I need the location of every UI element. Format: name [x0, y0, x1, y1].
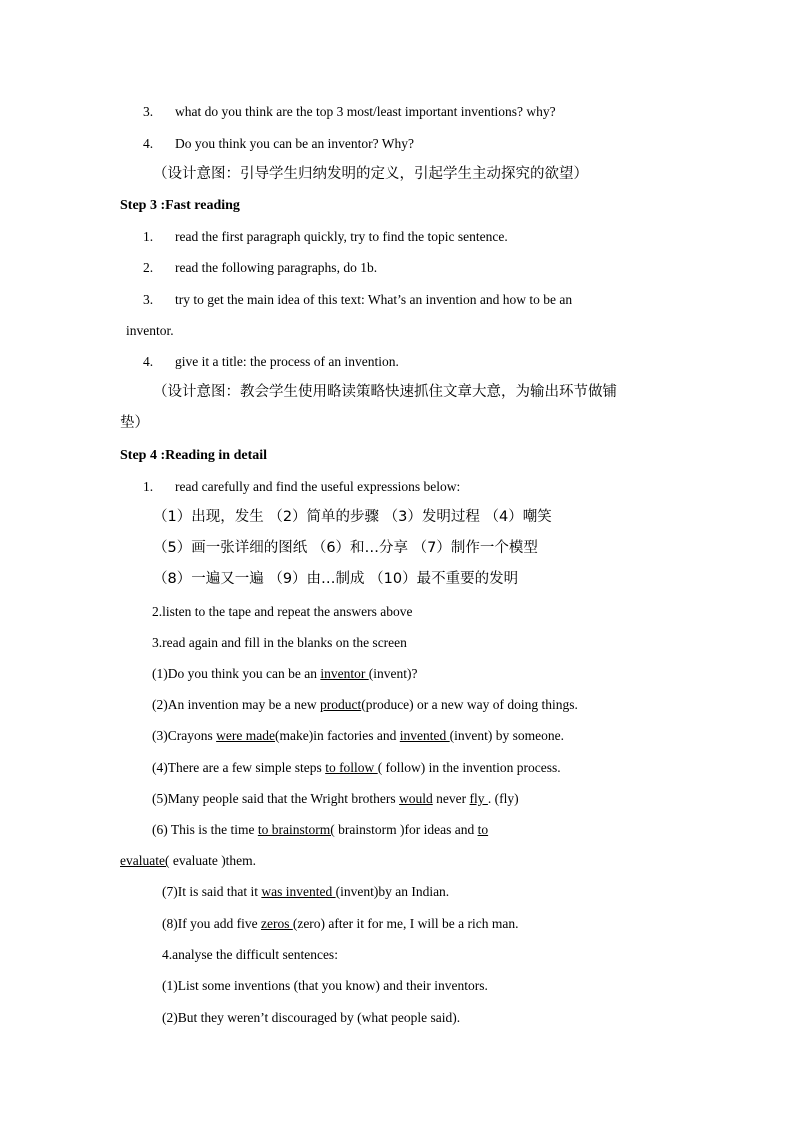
answer-blank: to brainstorm( [257, 822, 335, 837]
list-item: 2. read the following paragraphs, do 1b. [143, 260, 378, 275]
list-item: 1. read carefully and find the useful expressions below: [143, 479, 461, 494]
list-item: 4. Do you think you can be an inventor? Why? [143, 136, 414, 151]
analysis-sentence: (1)List some inventions (that you know) and their inventors. [162, 978, 488, 993]
answer-blank: product [319, 697, 362, 712]
design-note: （设计意图：引导学生归纳发明的定义，引起学生主动探究的欲望） [153, 166, 588, 182]
list-item: 1. read the first paragraph quickly, try to find the topic sentence. [143, 229, 508, 244]
task-line: 4.analyse the difficult sentences: [162, 947, 338, 962]
section-heading: Step 3 :Fast reading [120, 198, 240, 213]
task-line: 3.read again and fill in the blanks on the screen [152, 635, 407, 650]
answer-blank: to [477, 822, 489, 837]
list-item: 4. give it a title: the process of an invention. [143, 354, 399, 369]
list-item: 3. what do you think are the top 3 most/least important inventions? why? [143, 104, 556, 119]
section-heading: Step 4 :Reading in detail [120, 448, 268, 463]
list-item: 3. try to get the main idea of this text: What’s an invention and how to be an [143, 292, 573, 307]
fill-blank-sentence: (8)If you add five zeros (zero) after it for me, I will be a rich man. [162, 916, 519, 931]
fill-blank-sentence: (4)There are a few simple steps to follow ( follow) in the invention process. [152, 760, 561, 775]
fill-blank-sentence: (1)Do you think you can be an inventor (invent)? [152, 666, 418, 681]
fill-blank-sentence: (3)Crayons were made(make)in factories and invented (invent) by someone. [152, 728, 565, 743]
answer-blank: to follow [325, 760, 378, 775]
fill-blank-sentence-continuation: evaluate( evaluate )them. [120, 853, 257, 868]
task-line: 2.listen to the tape and repeat the answers above [152, 604, 413, 619]
phrase-list-line: （5）画一张详细的图纸 （6）和…分享 （7）制作一个模型 [153, 540, 538, 556]
design-note: （设计意图：教会学生使用略读策略快速抓住文章大意，为输出环节做铺 [153, 384, 617, 400]
design-note-continuation: 垫） [120, 415, 149, 431]
phrase-list-line: （8）一遍又一遍 （9）由…制成 （10）最不重要的发明 [153, 571, 519, 587]
answer-blank: zeros [260, 916, 293, 931]
answer-blank: invented [399, 728, 450, 743]
list-item-continuation: inventor. [126, 323, 174, 338]
answer-blank: would [399, 791, 433, 806]
answer-blank: inventor [320, 666, 369, 681]
analysis-sentence: (2)But they weren’t discouraged by (what people said). [162, 1010, 461, 1025]
answer-blank: evaluate( [120, 853, 170, 868]
answer-blank: was invented [261, 884, 336, 899]
fill-blank-sentence: (2)An invention may be a new product(produce) or a new way of doing things. [152, 697, 578, 712]
answer-blank: fly [469, 791, 488, 806]
phrase-list-line: （1）出现，发生 （2）简单的步骤 （3）发明过程 （4）嘲笑 [153, 509, 552, 525]
fill-blank-sentence: (5)Many people said that the Wright brothers would never fly . (fly) [152, 791, 519, 806]
answer-blank: were made [216, 728, 275, 743]
fill-blank-sentence: (6) This is the time to brainstorm( brainstorm )for ideas and to [152, 822, 489, 837]
fill-blank-sentence: (7)It is said that it was invented (invent)by an Indian. [162, 884, 450, 899]
